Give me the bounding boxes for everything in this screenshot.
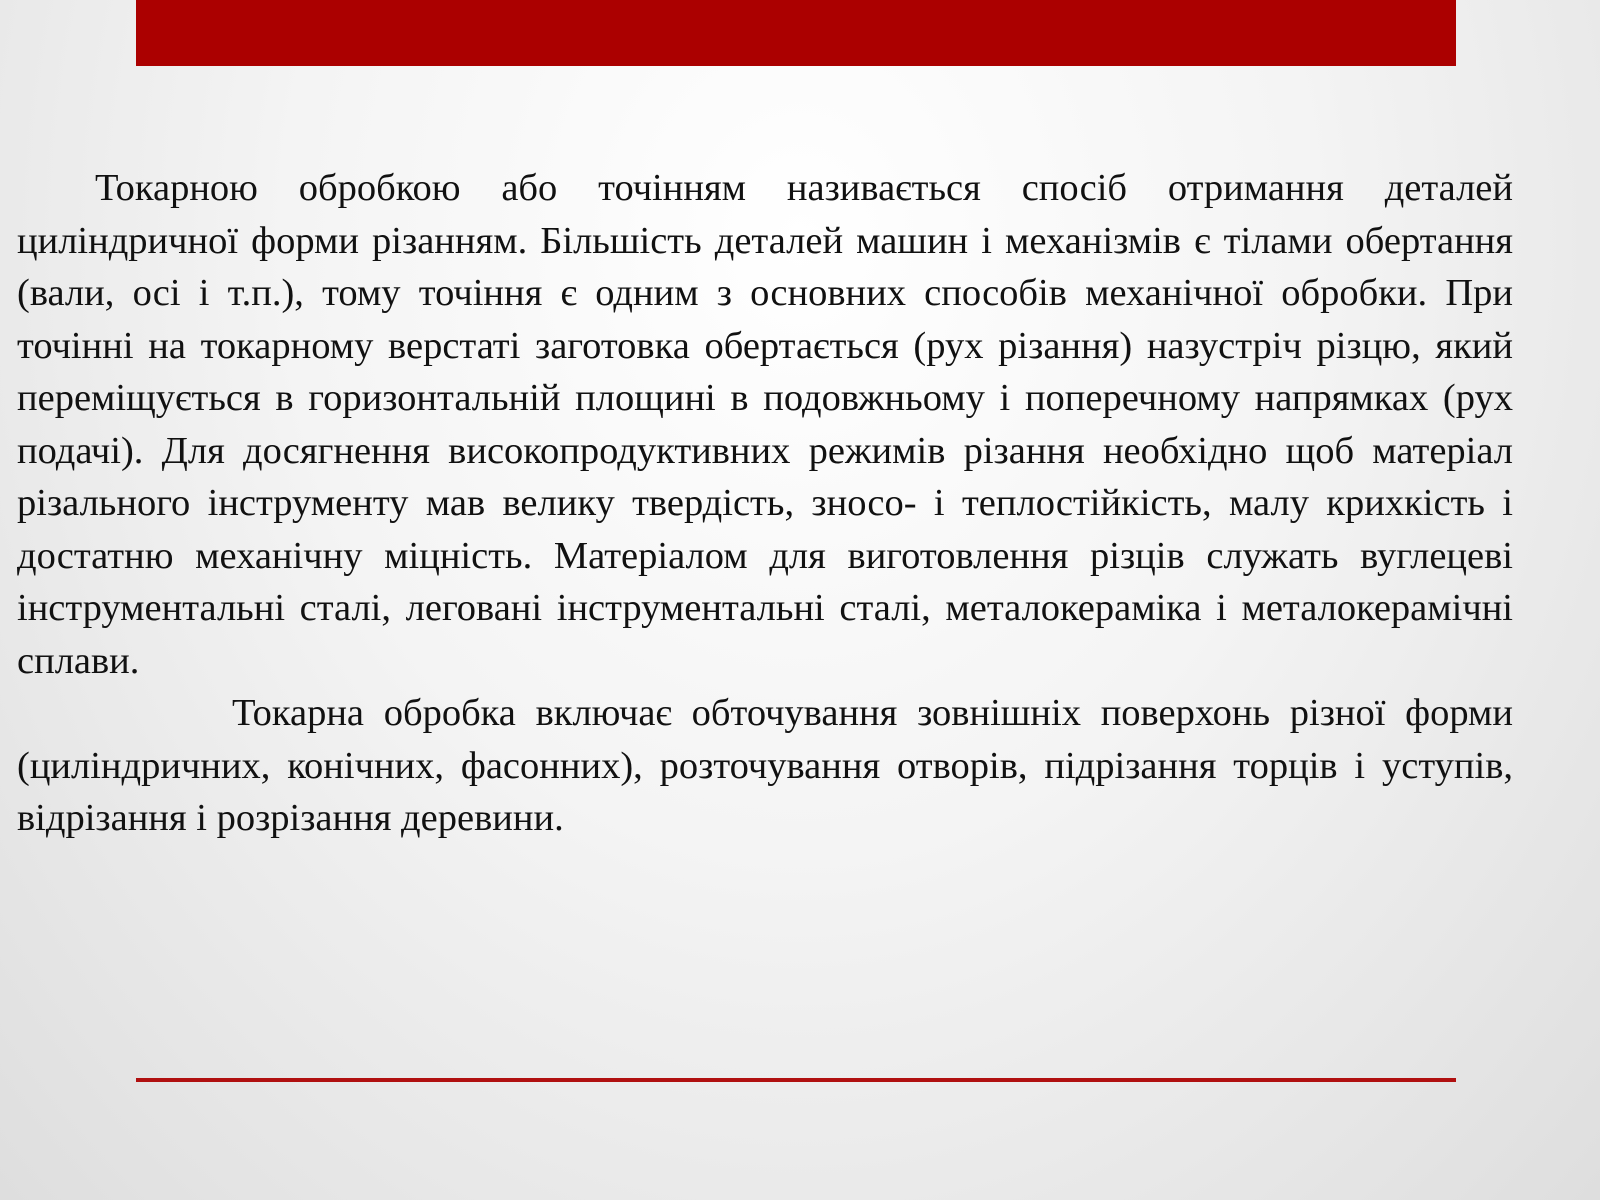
footer-divider-line [136,1078,1456,1082]
paragraph-turning-definition: Токарною обробкою або точінням називається спосіб отримання деталей циліндричної форми різанням. Більшість деталей машин і механізмів є тілами обертання (вали, осі і т.п.), тому точіння є одним з основних способів механічної обробки. При точінні на токарному верстаті заготовка обертається (рух різання) назустріч різцю, який переміщується в горизонтальній площині в подовжньому і поперечному напрямках (рух подачі). Для досягнення високопродуктивних режимів різання необхідно щоб матеріал різального інструменту мав велику твердість, зносо- і теплостійкість, малу крихкість і достатню механічну міцність. Матеріалом для виготовлення різців служать вуглецеві інструментальні сталі, леговані інструментальні сталі, металокераміка і металокерамічні сплави. [17,167,1513,682]
slide-body [17,162,1513,845]
paragraph-turning-operations: Токарна обробка включає обточування зовнішніх поверхонь різної форми (циліндричних, конічних, фасонних), розточування отворів, підрізання торців і уступів, відрізання і розрізання деревини. [17,692,1513,839]
header-accent-bar [136,0,1456,66]
